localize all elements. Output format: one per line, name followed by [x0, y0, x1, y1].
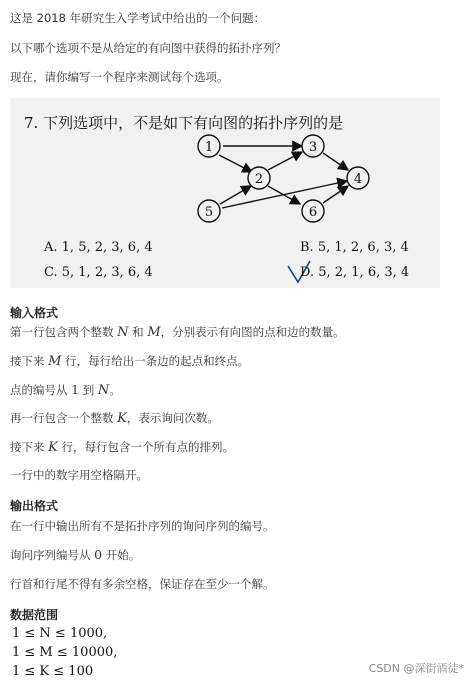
edge-6-4 — [323, 186, 348, 203]
intro-line-3: 现在，请你编写一个程序来测试每个选项。 — [10, 70, 229, 84]
option-b: B. 5, 1, 2, 6, 3, 4 — [300, 240, 409, 255]
option-d-value: 5, 2, 1, 6, 3, 4 — [318, 265, 410, 280]
edge-3-4 — [323, 153, 348, 170]
constraint-n: 1 ≤ N ≤ 1000, — [12, 626, 108, 641]
directed-graph — [10, 98, 440, 288]
node-label-3: 3 — [308, 140, 318, 155]
node-label-4: 4 — [353, 172, 363, 187]
node-label-2: 2 — [254, 172, 264, 187]
node-label-6: 6 — [308, 205, 318, 220]
option-d-label: D. — [300, 265, 315, 280]
option-c: C. 5, 1, 2, 3, 6, 4 — [44, 265, 153, 280]
question-title: 7. 下列选项中，不是如下有向图的拓扑序列的是 — [24, 114, 344, 132]
intro-line-2: 以下哪个选项不是从给定的有向图中获得的拓扑序列？ — [10, 41, 286, 55]
output-format-heading: 输出格式 — [10, 499, 59, 513]
edge-1-2 — [219, 155, 252, 172]
node-label-1: 1 — [204, 140, 214, 155]
question-scan-image — [10, 98, 440, 288]
input-line-6: 一行中的数字用空格隔开。 — [10, 468, 148, 482]
output-line-1: 在一行中输出所有不是拓扑序列的询问序列的编号。 — [10, 519, 275, 533]
input-format-heading: 输入格式 — [10, 306, 59, 320]
input-line-4: 再一行包含一个整数 K，表示询问次数。 — [10, 411, 219, 426]
edge-5-2 — [220, 186, 251, 204]
constraints-heading: 数据范围 — [10, 608, 59, 622]
constraint-k: 1 ≤ K ≤ 100 — [12, 664, 94, 679]
node-label-5: 5 — [204, 205, 214, 220]
edge-2-3 — [268, 152, 302, 170]
csdn-watermark: CSDN @深街酒徒* — [368, 662, 464, 675]
input-line-2: 接下来 M 行，每行给出一条边的起点和终点。 — [10, 354, 250, 369]
intro-line-1: 这是 2018 年研究生入学考试中给出的一个问题： — [10, 11, 266, 25]
output-line-3: 行首和行尾不得有多余空格，保证存在至少一个解。 — [10, 577, 275, 591]
output-line-2: 询问序列编号从 0 开始。 — [10, 547, 141, 562]
constraint-m: 1 ≤ M ≤ 10000, — [12, 645, 118, 660]
option-a: A. 1, 5, 2, 3, 6, 4 — [44, 240, 153, 255]
edge-5-4 — [222, 181, 347, 208]
input-line-1: 第一行包含两个整数 N 和 M，分别表示有向图的点和边的数量。 — [10, 325, 345, 340]
input-line-3: 点的编号从 1 到 N。 — [10, 382, 121, 398]
input-line-5: 接下来 K 行，每行包含一个所有点的排列。 — [10, 440, 235, 455]
option-d — [300, 265, 409, 280]
